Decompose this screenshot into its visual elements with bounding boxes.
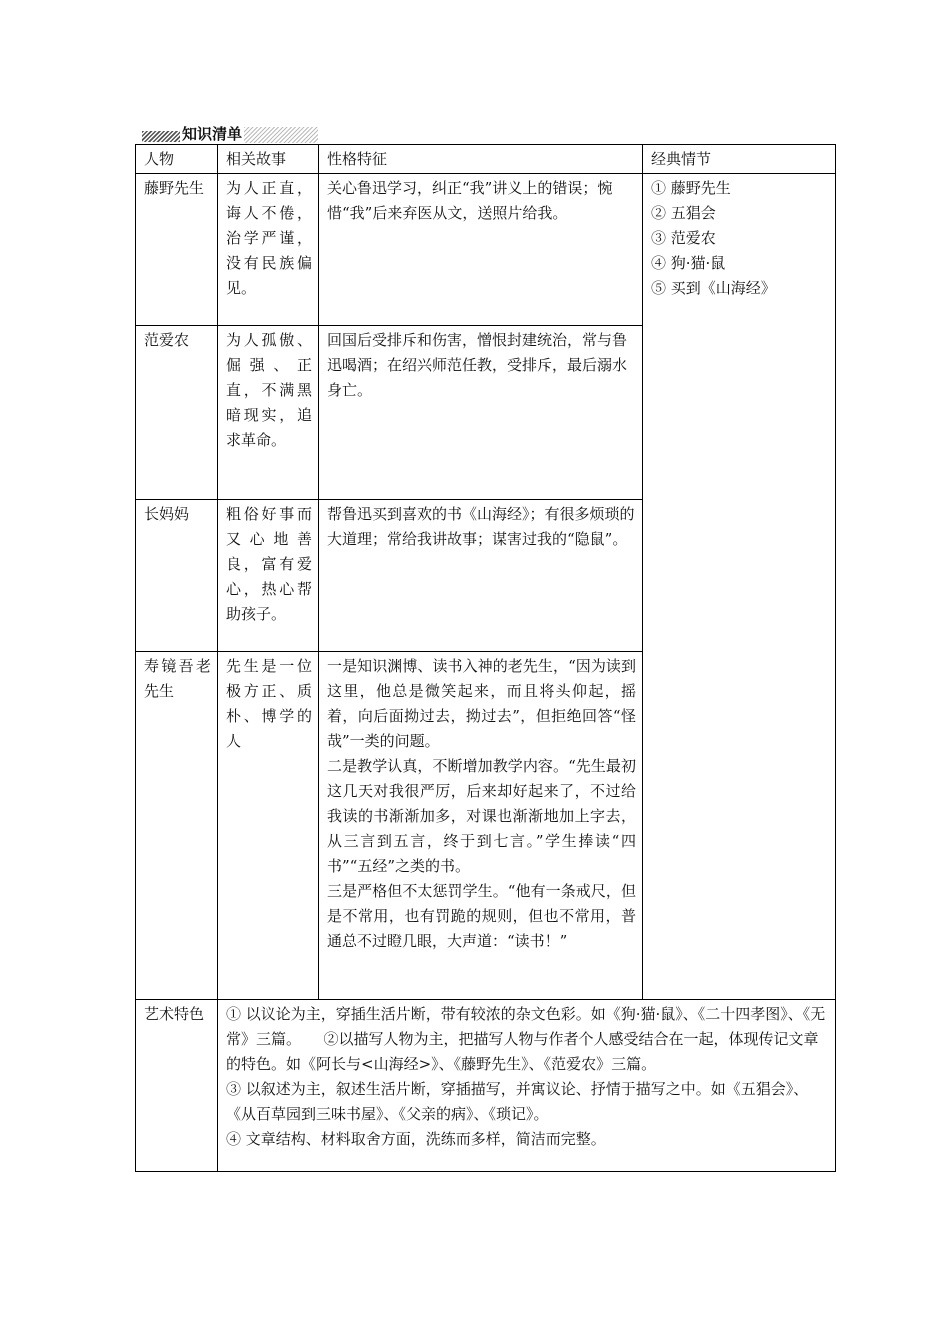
art-item: ③ 以叙述为主，叙述生活片断，穿插描写，并寓议论、抒情于描写之中。如《五猖会》、《从百草园到三味书屋》、《父亲的病》、《琐记》。	[226, 1080, 809, 1123]
header-story: 相关故事	[218, 145, 319, 174]
plot-item: ③ 范爱农	[651, 229, 716, 247]
art-item: ① 以议论为主，穿插生活片断，带有较浓的杂文色彩。如《狗·猫·鼠》、《二十四孝图》、《无常》三篇。 ②以描写人物为主，把描写人物与作者个人感受结合在一起，体现传记文章的特色。如《阿长与<山海经>》、《藤野先生》、《范爱农》三篇。	[226, 1005, 826, 1073]
art-content	[218, 1000, 836, 1172]
story-cell	[218, 500, 319, 652]
story-cell	[218, 174, 319, 326]
plot-item: ⑤ 买到《山海经》	[651, 279, 776, 297]
traits-paragraph: 三是严格但不太惩罚学生。“他有一条戒尺，但是不常用，也有罚跪的规则，但也不常用，普通总不过瞪几眼，大声道：“读书！”	[327, 882, 636, 950]
header-traits: 性格特征	[319, 145, 643, 174]
art-row	[136, 1000, 836, 1172]
traits-cell	[319, 652, 643, 1000]
heading-hatch-decoration	[142, 131, 180, 142]
heading-title: 知识清单	[182, 125, 243, 143]
traits-paragraph: 二是教学认真，不断增加教学内容。“先生最初这几天对我很严厉，后来却好起来了，不过给我读的书渐渐加多，对课也渐渐地加上字去，从三言到五言，终于到七言。”学生捧读“四书”“五经”之类的书。	[327, 757, 636, 875]
table-header-row	[136, 145, 836, 174]
traits-paragraph: 一是知识渊博、读书入神的老先生，“因为读到这里，他总是微笑起来，而且将头仰起，摇着，向后面拗过去，拗过去”，但拒绝回答“怪哉”一类的问题。	[327, 657, 636, 750]
plots-cell	[643, 174, 836, 1000]
plot-item: ② 五猖会	[651, 204, 716, 222]
story-text: 粗俗好事而又心地善良，富有爱心，热心帮助孩子。	[226, 505, 312, 623]
plot-item: ① 藤野先生	[651, 179, 731, 197]
header-plots: 经典情节	[643, 145, 836, 174]
story-text: 先生是一位极方正、质朴、博学的人	[226, 657, 312, 750]
art-label-text: 艺术特色	[144, 1005, 205, 1023]
story-text: 为人正直，诲人不倦，治学严谨，没有民族偏见。	[226, 179, 312, 297]
story-text: 为人孤傲、倔强、正直，不满黑暗现实，追求革命。	[226, 331, 312, 449]
person-name	[136, 652, 218, 1000]
knowledge-table	[135, 144, 836, 1172]
person-name: 长妈妈	[136, 500, 218, 652]
person-name: 范爱农	[136, 326, 218, 500]
header-person: 人物	[136, 145, 218, 174]
table-row	[136, 174, 836, 326]
art-label	[136, 1000, 218, 1172]
traits-cell: 回国后受排斥和伤害，憎恨封建统治，常与鲁迅喝酒；在绍兴师范任教，受排斥，最后溺水身亡。	[319, 326, 643, 500]
person-name-text: 藤野先生	[144, 179, 205, 197]
traits-cell: 关心鲁迅学习，纠正“我”讲义上的错误；惋惜“我”后来弃医从文，送照片给我。	[319, 174, 643, 326]
story-cell	[218, 326, 319, 500]
traits-cell: 帮鲁迅买到喜欢的书《山海经》；有很多烦琐的大道理；常给我讲故事；谋害过我的“隐鼠”。	[319, 500, 643, 652]
person-name	[136, 174, 218, 326]
heading-hatch-decoration-right	[244, 127, 318, 143]
story-cell	[218, 652, 319, 1000]
section-heading	[142, 122, 318, 144]
person-name-text: 寿镜吾老先生	[144, 657, 211, 700]
art-item: ④ 文章结构、材料取舍方面，洗练而多样，简洁而完整。	[226, 1130, 606, 1148]
plot-item: ④ 狗·猫·鼠	[651, 254, 726, 272]
